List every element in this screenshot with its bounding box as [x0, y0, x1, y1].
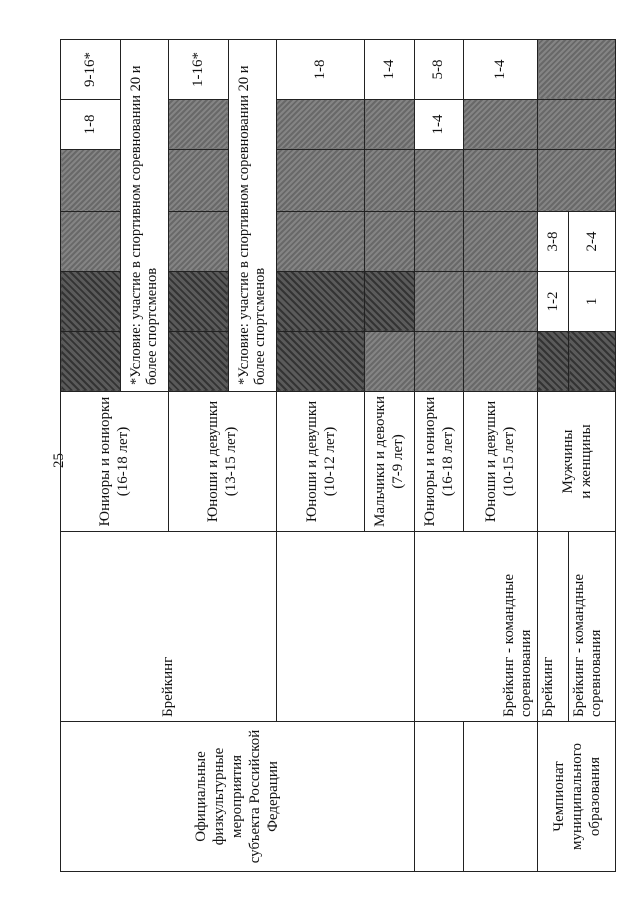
shaded-cell [168, 272, 228, 332]
municipal-event-cell: Чемпионат муниципального образования [538, 722, 616, 872]
shaded-cell [61, 212, 121, 272]
rotated-table-wrapper [60, 40, 616, 872]
main-event-cell: Официальные физкультурные мероприятия субъекта Российской Федерации [61, 722, 415, 872]
shaded-cell [61, 332, 121, 392]
shaded-cell [276, 150, 365, 212]
condition-note: *Условие: участие в спортивном соревновании 20 и более спортсменов [120, 40, 168, 392]
value-cell: 1-4 [365, 40, 414, 100]
shaded-cell [538, 40, 616, 100]
shaded-cell [61, 272, 121, 332]
main-event-cont [414, 722, 463, 872]
mun-discipline-breaking-team: Брейкинг - командные соревнования [569, 532, 616, 722]
value-cell: 1-16* [168, 40, 228, 100]
shaded-cell [365, 212, 414, 272]
value-cell: 1-4 [463, 40, 537, 100]
shaded-cell [61, 150, 121, 212]
value-cell: 5-8 [414, 40, 463, 100]
group-cell-3: Юноши и девушки (10-12 лет) [276, 392, 365, 532]
group-cell-5: Юниоры и юниорки (16-18 лет) [414, 392, 463, 532]
shaded-cell [414, 150, 463, 212]
shaded-cell [414, 272, 463, 332]
page-number: 25 [51, 453, 67, 468]
sport-rank-table [60, 39, 616, 872]
discipline-blank [276, 532, 414, 722]
shaded-cell [168, 332, 228, 392]
shaded-cell [463, 332, 537, 392]
value-cell: 1-4 [414, 100, 463, 150]
shaded-cell [414, 332, 463, 392]
shaded-cell [538, 332, 569, 392]
value-cell: 1-8 [276, 40, 365, 100]
shaded-cell [276, 272, 365, 332]
shaded-cell [168, 100, 228, 150]
value-cell: 1-8 [61, 100, 121, 150]
value-cell: 1-2 [538, 272, 569, 332]
shaded-cell [365, 150, 414, 212]
discipline-breaking-team: Брейкинг - командные соревнования [414, 532, 537, 722]
condition-note: *Условие: участие в спортивном соревновании 20 и более спортсменов [228, 40, 276, 392]
shaded-cell [463, 100, 537, 150]
shaded-cell [463, 212, 537, 272]
group-cell-1: Юниоры и юниорки (16-18 лет) [61, 392, 169, 532]
shaded-cell [569, 332, 616, 392]
value-cell: 3-8 [538, 212, 569, 272]
value-cell: 1 [569, 272, 616, 332]
shaded-cell [276, 100, 365, 150]
shaded-cell [365, 332, 414, 392]
shaded-cell [168, 150, 228, 212]
shaded-cell [538, 150, 616, 212]
value-cell: 2-4 [569, 212, 616, 272]
mun-discipline-breaking: Брейкинг [538, 532, 569, 722]
group-cell-2: Юноши и девушки (13-15 лет) [168, 392, 276, 532]
group-cell-7: Мужчины и женщины [538, 392, 616, 532]
group-cell-6: Юноши и девушки (10-15 лет) [463, 392, 537, 532]
shaded-cell [365, 272, 414, 332]
shaded-cell [168, 212, 228, 272]
shaded-cell [365, 100, 414, 150]
shaded-cell [276, 332, 365, 392]
shaded-cell [414, 212, 463, 272]
value-cell: 9-16* [61, 40, 121, 100]
shaded-cell [276, 212, 365, 272]
shaded-cell [463, 272, 537, 332]
discipline-breaking: Брейкинг [61, 532, 277, 722]
main-event-cont [463, 722, 537, 872]
shaded-cell [463, 150, 537, 212]
group-cell-4: Мальчики и девочки (7-9 лет) [365, 392, 414, 532]
shaded-cell [538, 100, 616, 150]
